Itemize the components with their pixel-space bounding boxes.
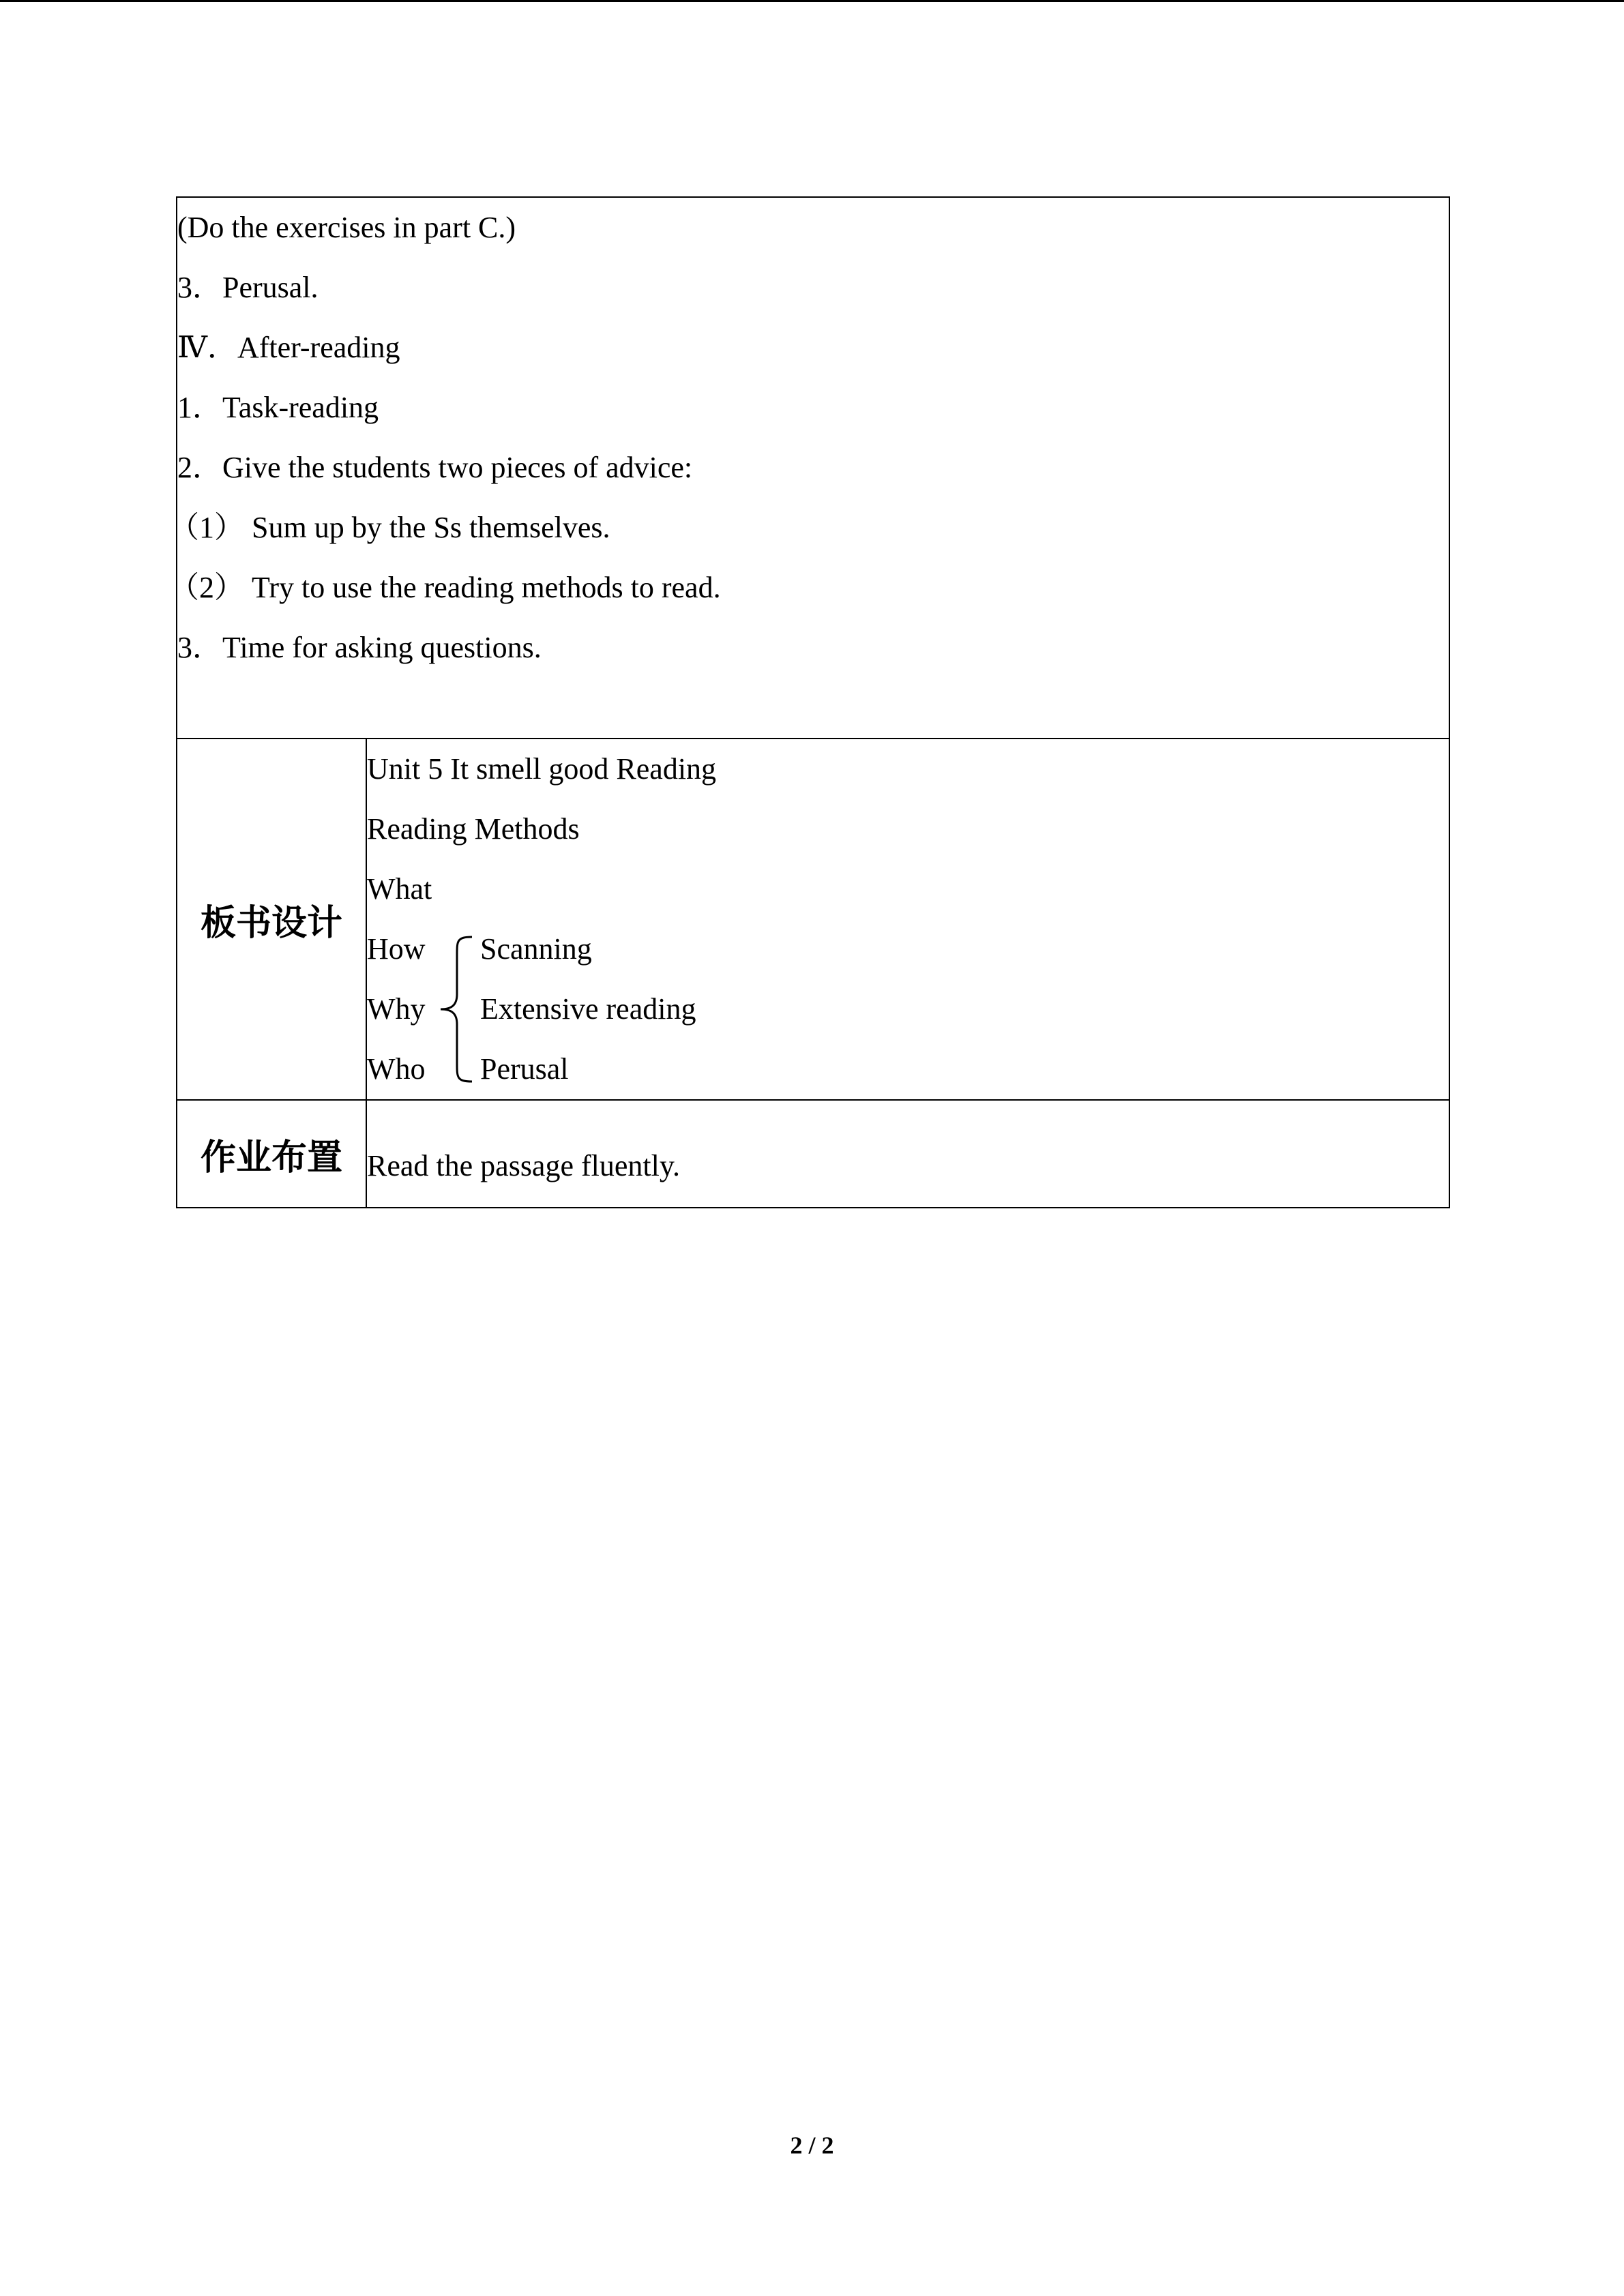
method-row bbox=[367, 979, 1449, 1039]
question-how: How bbox=[367, 932, 426, 966]
question-who: Who bbox=[367, 1052, 426, 1086]
board-subtitle: Reading Methods bbox=[367, 812, 580, 846]
board-title: Unit 5 It smell good Reading bbox=[367, 752, 717, 786]
method-extensive-reading: Extensive reading bbox=[480, 992, 696, 1026]
lesson-plan-table bbox=[169, 196, 1450, 1208]
procedure-row bbox=[177, 197, 1449, 739]
lesson-plan-table-wrapper bbox=[169, 196, 1449, 1208]
method-perusal: Perusal bbox=[480, 1052, 569, 1086]
homework-content bbox=[366, 1100, 1449, 1208]
board-design-content bbox=[366, 739, 1449, 1100]
procedure-line: （1） Sum up by the Ss themselves. bbox=[169, 511, 610, 544]
procedure-line: Ⅳ．After-reading bbox=[177, 331, 400, 364]
procedure-line: 1．Task-reading bbox=[177, 391, 379, 424]
board-design-label: 板书设计 bbox=[177, 739, 366, 1100]
procedure-line: 3．Time for asking questions. bbox=[177, 631, 542, 664]
method-row bbox=[367, 919, 1449, 979]
board-design-row bbox=[177, 739, 1449, 1100]
homework-label: 作业布置 bbox=[177, 1100, 366, 1208]
procedure-line: 3．Perusal. bbox=[177, 271, 319, 304]
homework-row bbox=[177, 1100, 1449, 1208]
homework-text: Read the passage fluently. bbox=[367, 1149, 680, 1182]
procedure-line: （2） Try to use the reading methods to read. bbox=[169, 571, 721, 604]
methods-group bbox=[367, 919, 1449, 1099]
procedure-line: (Do the exercises in part C.) bbox=[177, 211, 516, 244]
question-why: Why bbox=[367, 992, 426, 1026]
method-row bbox=[367, 1039, 1449, 1099]
question-what: What bbox=[367, 872, 432, 906]
procedure-cell bbox=[169, 197, 1449, 739]
page-top-rule bbox=[0, 0, 1624, 2]
procedure-line: 2．Give the students two pieces of advice: bbox=[177, 451, 693, 484]
page-number: 2 / 2 bbox=[790, 2132, 834, 2159]
method-scanning: Scanning bbox=[480, 932, 592, 966]
